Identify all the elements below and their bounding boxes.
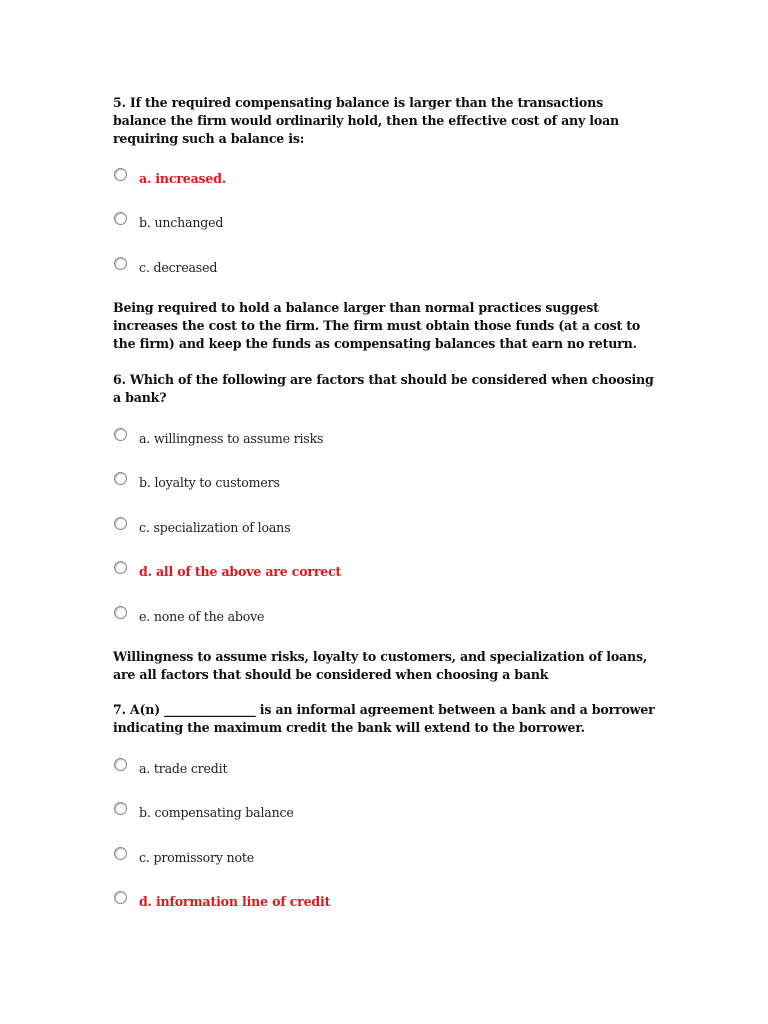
option-label: a. increased. [139,171,227,186]
option-label: a. willingness to assume risks [139,431,324,446]
radio-button-icon[interactable] [114,212,127,225]
radio-button-icon[interactable] [114,168,127,181]
option-label: b. unchanged [139,215,224,230]
radio-button-icon[interactable] [114,428,127,441]
radio-button-icon[interactable] [114,561,127,574]
option-label: a. trade credit [139,761,228,776]
radio-button-icon[interactable] [114,606,127,619]
radio-button-icon[interactable] [114,472,127,485]
option-label: d. all of the above are correct [139,564,342,579]
option-label: d. information line of credit [139,894,331,909]
option-label: c. specialization of loans [139,520,291,535]
question-5-explanation: Being required to hold a balance larger than normal practices suggest increases the cost to the firm. The firm must obtain those funds (at a cost to the firm) and keep the funds as compensating balances that earn no return. [113,300,641,351]
option-label: e. none of the above [139,609,265,624]
radio-button-icon[interactable] [114,758,127,771]
option-label: c. decreased [139,260,218,275]
question-7-prompt: 7. A(n) _______________ is an informal agreement between a bank and a borrower indicating the maximum credit the bank will extend to the borrower. [113,702,655,735]
radio-button-icon[interactable] [114,891,127,904]
radio-button-icon[interactable] [114,517,127,530]
radio-button-icon[interactable] [114,847,127,860]
question-6-prompt: 6. Which of the following are factors that should be considered when choosing a bank? [113,372,654,405]
option-label: b. loyalty to customers [139,475,280,490]
radio-button-icon[interactable] [114,257,127,270]
question-5-prompt: 5. If the required compensating balance is larger than the transactions balance the firm would ordinarily hold, then the effective cost of any loan requiring such a balance is: [113,95,620,146]
option-label: c. promissory note [139,850,254,865]
option-label: b. compensating balance [139,805,294,820]
radio-button-icon[interactable] [114,802,127,815]
question-6-explanation: Willingness to assume risks, loyalty to customers, and specialization of loans, are all factors that should be considered when choosing a bank [113,649,648,682]
